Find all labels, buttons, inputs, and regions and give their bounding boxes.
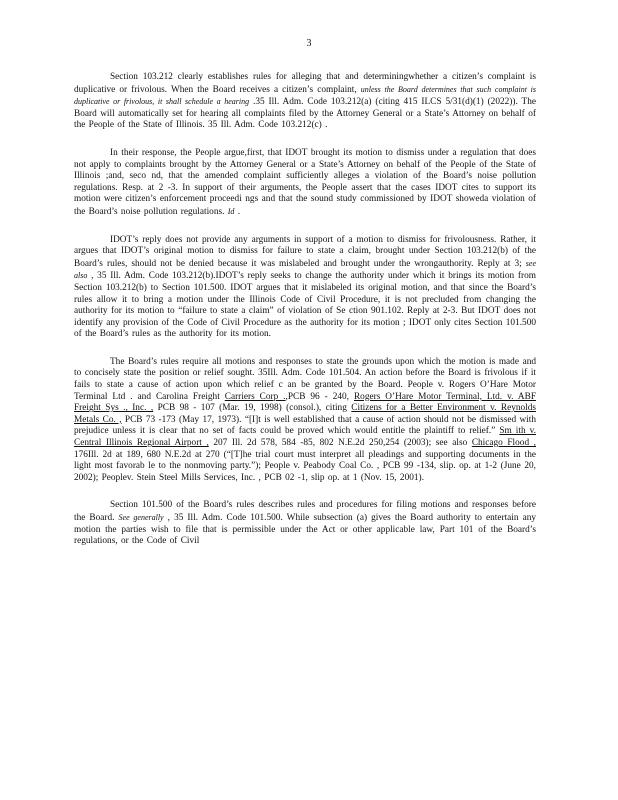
- text-run: 207 Ill. 2d 578, 584 -85, 802 N.E.2d 250,254 (2003); see also: [208, 438, 472, 449]
- case-citation: Chicago Flood ,: [471, 438, 536, 449]
- case-citation: Carriers Corp .: [224, 391, 286, 402]
- paragraph: [74, 72, 536, 132]
- text-run: 176Ill. 2d at 189, 680 N.E.2d at 270 (“[T]he trial court must interpret all pleadings and supporting documents in the light most favorab le to the nonmoving party.”); People v. Peabody Coal Co. , PCB 99 -134, slip. op. at 1-2 (June 20, 2002); Peoplev. Stein Steel Mills Services, Inc. , PCB 02 -1, slip op. at 1 (Nov. 15, 2001).: [74, 449, 536, 483]
- text-run: IDOT’s reply does not provide any arguments in support of a motion to dismiss for frivolousness. Rather, it argues that IDOT’s original motion to dismiss for failure to state a claim, brought under Section 103.212(b) of the Board’s rules, should not be denied because it was mislabeled and brought under the wrongauthority. Reply at 3;: [74, 234, 536, 269]
- case-citation: Sm ith v. Central Illinois Regional Airport ,: [74, 426, 536, 449]
- text-run: .35 Ill. Adm. Code 103.212(a) (citing 415 ILCS 5/31(d)(1) (2022)). The Board will automatically set for hearing all complaints filed by the Attorney General or a State’s Attorney on behalf of the People of the State of Illinois. 35 Ill. Adm. Code 103.212(c) .: [74, 97, 536, 131]
- italic-text: See generally: [118, 513, 164, 522]
- case-citation: Citizens for a Better Environment v. Reynolds Metals Co. ,: [74, 403, 536, 425]
- text-run: PCB 73 -173 (May 17, 1973). “[I]t is well established that a cause of action should not be dismissed with prejudice unless it is clear that no set of facts could be proved which would entitle the plaintiff to relief.”: [74, 414, 536, 437]
- body-text: [74, 72, 536, 564]
- paragraph: [74, 148, 536, 219]
- text-run: In their response, the People argue,first, that IDOT brought its motion to dismiss under a regulation that does not apply to complaints brought by the Attorney General or a State’s Attorney on behalf of the People of the State of Illinois ;and, seco nd, that the amended complaint sufficiently alleges a violation of the Board’s noise pollution regulations. Resp. at 2 -3. In support of their arguments, the People assert that the cases IDOT cites to support its motion were citizen’s enforcement proceedi ngs and that the sound study commissioned by IDOT showeda violation of the Board’s noise pollution regulations.: [74, 147, 536, 217]
- text-run: ,PCB 96 - 240,: [285, 391, 354, 402]
- paragraph: [74, 235, 536, 341]
- page-number: 3: [306, 38, 312, 49]
- text-run: PCB 98 - 107 (Mar. 19, 1998) (consol.), citing: [153, 403, 352, 414]
- italic-text: see also: [74, 258, 536, 281]
- text-run: .: [234, 206, 241, 217]
- paragraph: [74, 500, 536, 547]
- case-citation: Rogers O’Hare Motor Terminal, Ltd. v. ABF Freight Sys ., Inc. ,: [74, 391, 536, 414]
- text-run: Section 101.500 of the Board’s rules describes rules and procedures for filing motions and responses before the Board.: [74, 500, 536, 523]
- text-run: , 35 Ill. Adm. Code 101.500. While subsection (a) gives the Board authority to entertain any motion the parties wish to file that is permissible under the Act or other applicable law, Part 101 of the Board’s regulations, or the Code of Civil: [74, 513, 536, 547]
- text-run: , 35 Ill. Adm. Code 103.212(b).IDOT’s reply seeks to change the authority under which it brings its motion from Section 103.212(b) to Section 101.500. IDOT argues that it mislabeled its original motion, and that since the Board’s rules allow it to bring a motion under the Illinois Code of Civil Procedure, it is not precluded from changing the authority for its motion to “failure to state a claim” of violation of Se ction 901.102. Reply at 2-3. But IDOT does not identify any provision of the Code of Civil Procedure as the authority for its motion ; IDOT only cites Section 101.500 of the Board’s rules as the authority for its motion.: [74, 271, 536, 340]
- paragraph: [74, 357, 536, 485]
- text-run: The Board’s rules require all motions and responses to state the grounds upon which the motion is made and to concisely state the position or relief sought. 35Ill. Adm. Code 101.504. An action before the Board is frivolous if it fails to state a cause of action upon which relief c an be granted by the Board. People v. Rogers O’Hare Motor Terminal Ltd . and Carolina Freight: [74, 356, 536, 402]
- italic-text: unless the Board determines that such complaint is duplicative or frivolous, it shall schedule a hearing: [74, 84, 536, 107]
- italic-text: Id: [227, 206, 235, 216]
- text-run: Section 103.212 clearly establishes rules for alleging that and determiningwhether a citizen’s complaint is duplicative or frivolous. When the Board receives a citizen’s complaint,: [74, 72, 536, 95]
